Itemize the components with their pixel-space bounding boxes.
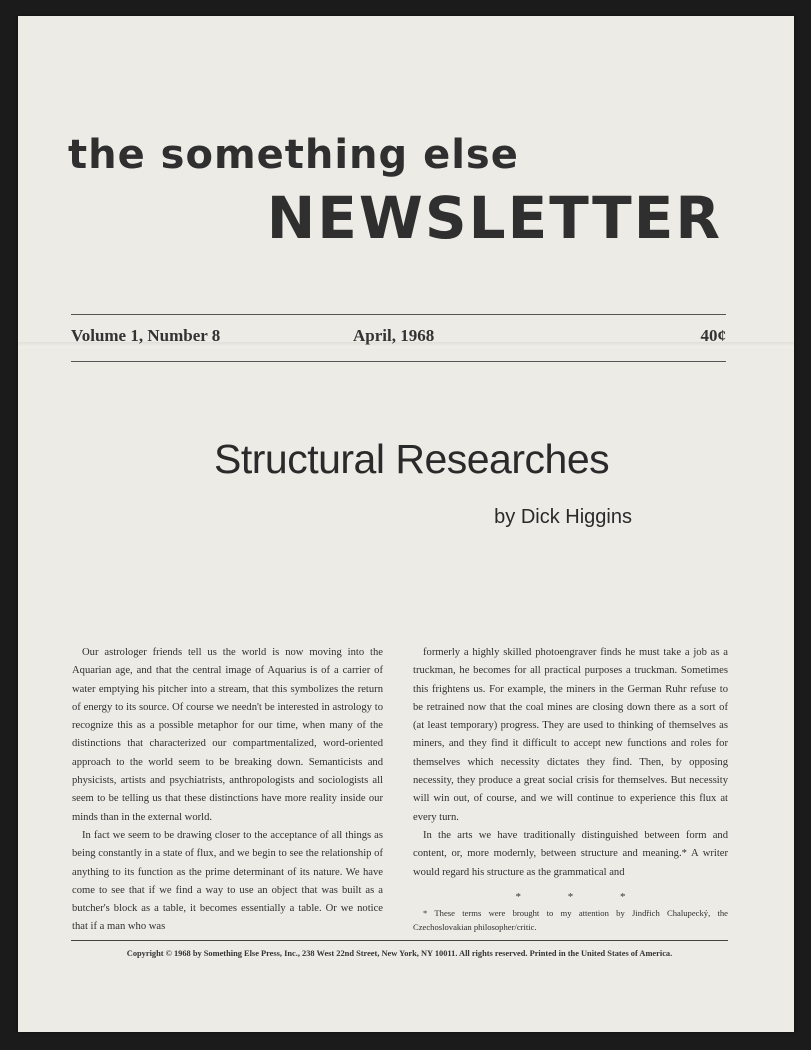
masthead-rule-top (71, 314, 726, 315)
article-paragraph: Our astrologer friends tell us the world is now moving into the Aquarian age, and that the central image of Aquarius is of a carrier of water emptying his pitcher into a stream, that this symbolizes the return of energy to its source. Of course we needn't be interested in astrology to recognize this as a possible metaphor for our time, when many of the distinctions that characterized our compartmentalized, word-oriented approach to the world seem to be breaking down. Semanticists and physicists, artists and psychiatrists, anthropologists and sociologists all seem to be telling us that these distinctions have more reality inside our minds than in the external world. (72, 647, 383, 823)
article-column-right (413, 644, 728, 934)
copyright-notice: Copyright © 1968 by Something Else Press, Inc., 238 West 22nd Street, New York, NY 10011. All rights reserved. Printed in the United States of America. (126, 949, 673, 958)
article-column-left (72, 644, 383, 937)
footnote-separator: * * * (515, 890, 648, 903)
issue-volume: Volume 1, Number 8 (71, 326, 221, 345)
article-paragraph: In the arts we have traditionally distinguished between form and content, or, more modernly, between structure and meaning.* A writer would regard his structure as the grammatical and (413, 829, 728, 878)
masthead-title: NEWSLETTER (266, 184, 722, 252)
masthead-line1: the something else (68, 132, 519, 178)
article-byline: by Dick Higgins (494, 506, 632, 528)
footnote: * These terms were brought to my attention by Jindřich Chalupecký, the Czechoslovakian philosopher/critic. (413, 908, 728, 933)
newsletter-page (18, 16, 794, 1032)
article-title: Structural Researches (214, 436, 610, 482)
issue-price: 40¢ (700, 326, 726, 345)
issue-info-row (71, 326, 726, 348)
footer-rule (71, 940, 728, 941)
issue-date: April, 1968 (353, 326, 435, 345)
article-paragraph: formerly a highly skilled photoengraver finds he must take a job as a truckman, he becomes for all practical purposes a truckman. Sometimes this frightens us. For example, the miners in the German Ruhr refuse to be retrained now that the coal mines are closing down there as a sort of (at least temporary) progress. They are used to thinking of themselves as miners, and they find it difficult to accept new functions and roles for themselves which necessity dictates they find. Then, by opposing necessity, they produce a great social crisis for themselves. But necessity will win out, of course, and we will continue to experience this flux at every turn. (413, 647, 728, 823)
article-paragraph: In fact we seem to be drawing closer to the acceptance of all things as being constantly in a state of flux, and we begin to see the relationship of anything to its function as the prime determinant of its nature. We have come to see that if we find a way to use an object that was built as a butcher's block as a table, it becomes essentially a table. Or we notice that if a man who was (72, 829, 383, 933)
masthead-rule-bottom (71, 361, 726, 362)
